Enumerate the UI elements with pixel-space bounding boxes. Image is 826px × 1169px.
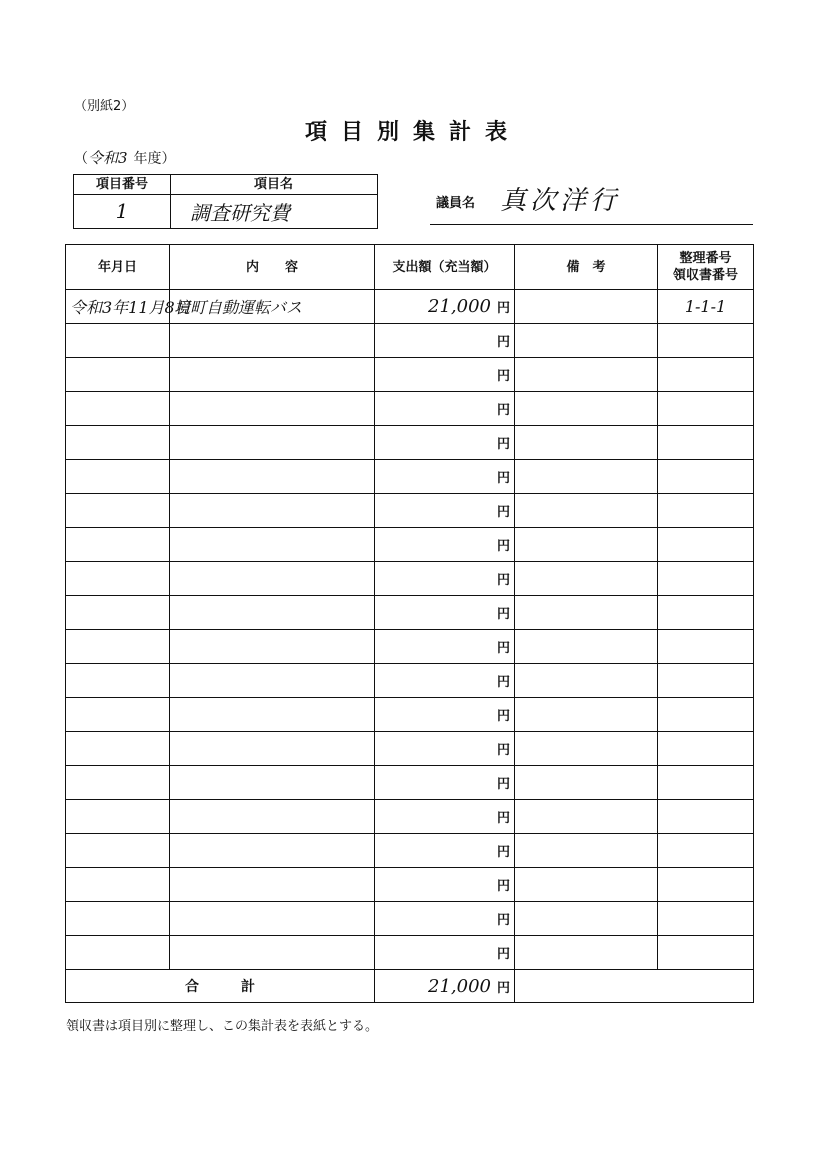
- amount-cell: [375, 868, 515, 902]
- date-cell: [66, 902, 170, 936]
- content-cell: [170, 902, 375, 936]
- table-row: [66, 698, 754, 732]
- ref-cell: [658, 664, 754, 698]
- content-cell: [170, 868, 375, 902]
- amount-cell: [375, 766, 515, 800]
- ref-cell: [658, 562, 754, 596]
- amount-cell: [375, 358, 515, 392]
- content-cell: [170, 562, 375, 596]
- note-cell: [515, 460, 658, 494]
- yen-unit: 円: [496, 709, 510, 724]
- date-cell: 令和3年11月8日: [66, 290, 170, 324]
- yen-unit: 円: [496, 743, 510, 758]
- fiscal-year: [74, 147, 176, 168]
- ref-cell: [658, 324, 754, 358]
- page-title: 項目別集計表: [304, 120, 521, 145]
- table-row: [66, 562, 754, 596]
- date-cell: [66, 766, 170, 800]
- total-row: [66, 970, 754, 1003]
- total-amount: 21,000: [428, 975, 491, 997]
- amount-value: 21,000: [428, 296, 491, 317]
- table-row: [66, 358, 754, 392]
- note-cell: [515, 426, 658, 460]
- ref-cell: [658, 868, 754, 902]
- content-cell: 境町自動運転バス: [170, 290, 375, 324]
- footnote: 領収書は項目別に整理し、この集計表を表紙とする。: [66, 1019, 379, 1034]
- note-cell: [515, 392, 658, 426]
- ref-cell: [658, 494, 754, 528]
- yen-unit: 円: [496, 369, 510, 384]
- content-cell: [170, 630, 375, 664]
- yen-unit: 円: [496, 980, 510, 996]
- table-body: [66, 290, 754, 970]
- ref-cell: [658, 902, 754, 936]
- date-cell: [66, 528, 170, 562]
- item-box: [73, 174, 378, 229]
- date-cell: [66, 596, 170, 630]
- note-cell: [515, 834, 658, 868]
- amount-cell: [375, 528, 515, 562]
- yen-unit: 円: [496, 471, 510, 486]
- note-cell: [515, 562, 658, 596]
- amount-cell: [375, 732, 515, 766]
- attachment-label: （別紙2）: [74, 99, 135, 114]
- content-cell: [170, 766, 375, 800]
- note-cell: [515, 528, 658, 562]
- table-row: [66, 630, 754, 664]
- ref-cell: [658, 698, 754, 732]
- table-row: [66, 290, 754, 324]
- table-header-row: [66, 245, 754, 290]
- ref-cell: [658, 630, 754, 664]
- amount-cell: [375, 460, 515, 494]
- yen-unit: 円: [496, 641, 510, 656]
- note-cell: [515, 766, 658, 800]
- amount-cell: [375, 562, 515, 596]
- yen-unit: 円: [496, 607, 510, 622]
- amount-cell: [375, 664, 515, 698]
- table-row: [66, 834, 754, 868]
- yen-unit: 円: [496, 913, 510, 928]
- header-content: 内 容: [170, 245, 375, 290]
- date-cell: [66, 698, 170, 732]
- content-cell: [170, 698, 375, 732]
- table-row: [66, 936, 754, 970]
- content-cell: [170, 392, 375, 426]
- amount-cell: [375, 800, 515, 834]
- yen-unit: 円: [496, 539, 510, 554]
- table-row: [66, 426, 754, 460]
- ref-cell: [658, 766, 754, 800]
- header-ref: 整理番号 領収書番号: [658, 245, 754, 290]
- note-cell: [515, 698, 658, 732]
- ref-cell: [658, 426, 754, 460]
- note-cell: [515, 630, 658, 664]
- total-amount-cell: [375, 970, 515, 1003]
- content-cell: [170, 528, 375, 562]
- item-name-header: 項目名: [170, 175, 377, 195]
- note-cell: [515, 732, 658, 766]
- content-cell: [170, 358, 375, 392]
- note-cell: [515, 868, 658, 902]
- date-cell: [66, 358, 170, 392]
- date-cell: [66, 392, 170, 426]
- date-cell: [66, 732, 170, 766]
- note-cell: [515, 936, 658, 970]
- yen-unit: 円: [496, 573, 510, 588]
- content-cell: [170, 460, 375, 494]
- amount-cell: [375, 834, 515, 868]
- yen-unit: 円: [496, 777, 510, 792]
- content-cell: [170, 732, 375, 766]
- ref-cell: [658, 392, 754, 426]
- amount-cell: [375, 494, 515, 528]
- note-cell: [515, 324, 658, 358]
- amount-cell: [375, 936, 515, 970]
- amount-cell: [375, 426, 515, 460]
- item-number-value: 1: [74, 194, 171, 228]
- table-row: [66, 460, 754, 494]
- header-note: 備 考: [515, 245, 658, 290]
- amount-cell: [375, 324, 515, 358]
- member-underline: [430, 224, 753, 225]
- header-amount: 支出額（充当額）: [375, 245, 515, 290]
- date-cell: [66, 324, 170, 358]
- member-label: 議員名: [436, 196, 476, 211]
- note-cell: [515, 800, 658, 834]
- table-row: [66, 528, 754, 562]
- ref-cell: [658, 528, 754, 562]
- content-cell: [170, 664, 375, 698]
- date-cell: [66, 868, 170, 902]
- content-cell: [170, 800, 375, 834]
- note-cell: [515, 494, 658, 528]
- date-cell: [66, 936, 170, 970]
- yen-unit: 円: [496, 675, 510, 690]
- yen-unit: 円: [496, 437, 510, 452]
- table-row: [66, 664, 754, 698]
- table-row: [66, 494, 754, 528]
- total-blank: [515, 970, 754, 1003]
- amount-cell: [375, 698, 515, 732]
- ref-cell: [658, 596, 754, 630]
- ref-cell: 1-1-1: [658, 290, 754, 324]
- note-cell: [515, 596, 658, 630]
- note-cell: [515, 290, 658, 324]
- ref-cell: [658, 460, 754, 494]
- date-cell: [66, 664, 170, 698]
- date-cell: [66, 426, 170, 460]
- yen-unit: 円: [496, 879, 510, 894]
- amount-cell: [375, 630, 515, 664]
- table-row: [66, 766, 754, 800]
- total-label: 合 計: [66, 970, 375, 1003]
- item-number-header: 項目番号: [74, 175, 171, 195]
- ref-cell: [658, 936, 754, 970]
- date-cell: [66, 630, 170, 664]
- amount-cell: [375, 596, 515, 630]
- amount-cell: [375, 902, 515, 936]
- table-row: [66, 902, 754, 936]
- ref-cell: [658, 800, 754, 834]
- date-cell: [66, 834, 170, 868]
- amount-cell: [375, 392, 515, 426]
- fiscal-year-suffix: 年度）: [133, 151, 176, 167]
- expense-table: [65, 244, 754, 1003]
- yen-unit: 円: [496, 845, 510, 860]
- member-name: 真次洋行: [500, 186, 621, 216]
- yen-unit: 円: [496, 403, 510, 418]
- ref-cell: [658, 358, 754, 392]
- content-cell: [170, 596, 375, 630]
- table-row: [66, 596, 754, 630]
- yen-unit: 円: [496, 505, 510, 520]
- table-row: [66, 800, 754, 834]
- header-date: 年月日: [66, 245, 170, 290]
- yen-unit: 円: [496, 947, 510, 962]
- table-row: [66, 868, 754, 902]
- content-cell: [170, 494, 375, 528]
- note-cell: [515, 358, 658, 392]
- fiscal-year-era: 令和3: [88, 149, 128, 167]
- yen-unit: 円: [496, 811, 510, 826]
- table-row: [66, 324, 754, 358]
- content-cell: [170, 324, 375, 358]
- note-cell: [515, 664, 658, 698]
- date-cell: [66, 562, 170, 596]
- ref-cell: [658, 834, 754, 868]
- date-cell: [66, 460, 170, 494]
- note-cell: [515, 902, 658, 936]
- table-row: [66, 732, 754, 766]
- item-name-value: 調査研究費: [190, 200, 290, 225]
- content-cell: [170, 936, 375, 970]
- yen-unit: 円: [496, 301, 510, 316]
- amount-cell: [375, 290, 515, 324]
- table-row: [66, 392, 754, 426]
- date-cell: [66, 800, 170, 834]
- date-cell: [66, 494, 170, 528]
- ref-cell: [658, 732, 754, 766]
- content-cell: [170, 834, 375, 868]
- fiscal-year-prefix: （: [74, 151, 88, 167]
- content-cell: [170, 426, 375, 460]
- yen-unit: 円: [496, 335, 510, 350]
